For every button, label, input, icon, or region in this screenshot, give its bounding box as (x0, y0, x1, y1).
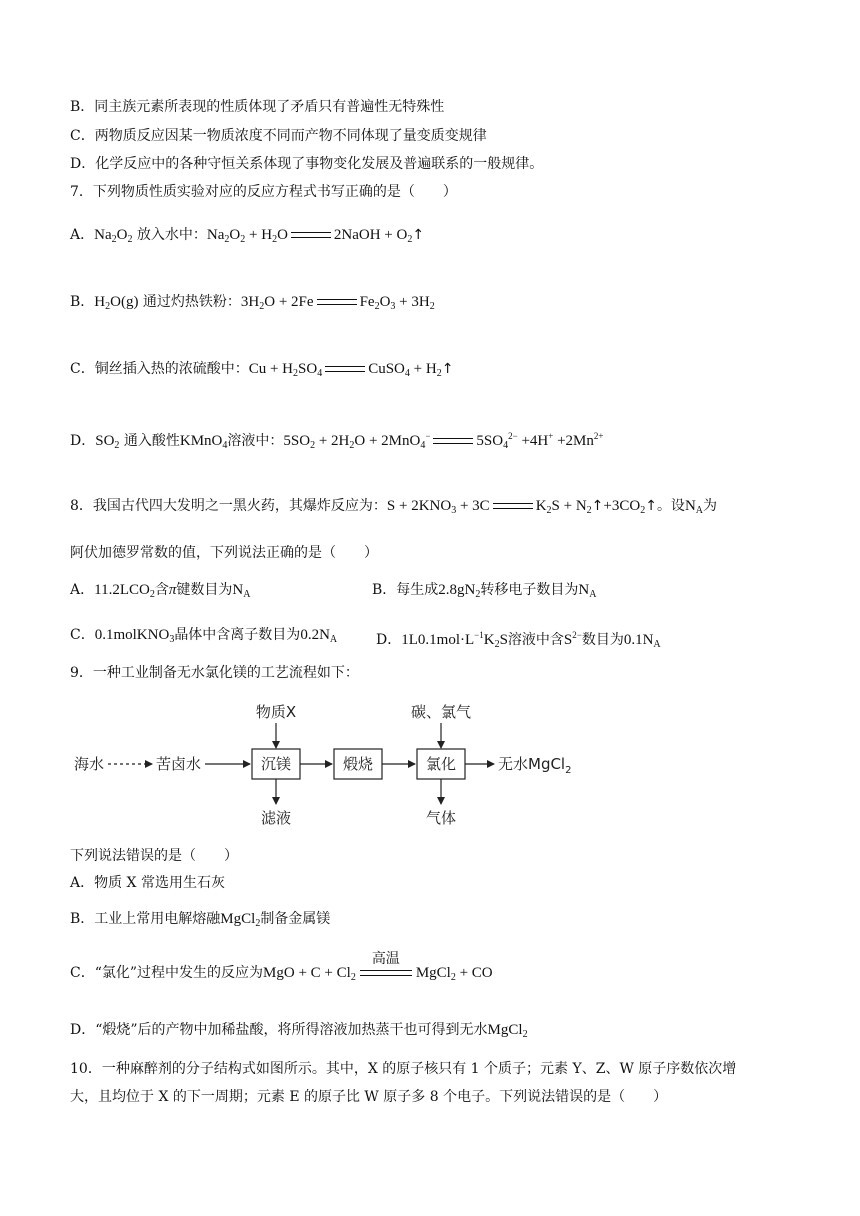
q7-option-d: D．$SO_2$ 通入酸性KMnO$_4$溶液中：$5SO_2 + 2H_2O + 2MnO_4^-$ $5SO_4^{2-} +4H^+ +2Mn^{2+}$ (70, 431, 604, 451)
q10-stem-line2: 大，且均位于 X 的下一周期；元素 E 的原子比 W 原子多 8 个电子。下列说法错误的是（ ） (70, 1089, 668, 1105)
q7-option-c: C．铜丝插入热的浓硫酸中：$Cu + H_2SO_4$ CuSO$_4$ + $H_2↑$ (70, 361, 454, 379)
flow-start-seawater: 海水 (74, 755, 105, 773)
q8-stem: 8．我国古代四大发明之一黑火药，其爆炸反应为：$S + 2KNO_3 + 3C$ $K_2S$ + $N_2↑+3CO_2↑$。设$N_A$为 (70, 498, 718, 516)
q6-option-b: B．同主族元素所表现的性质体现了矛盾只有普遍性无特殊性 (70, 99, 445, 115)
flow-box-precipitate-label: 沉镁 (260, 755, 292, 773)
q9-option-c: C．“氯化”过程中发生的反应为MgO + $C + Cl_2$ 高温 MgCl$_2$ + CO (70, 951, 493, 983)
q9-option-a: A．物质 X 常选用生石灰 (70, 875, 225, 891)
q7-stem: 7．下列物质性质实验对应的反应方程式书写正确的是（ ） (70, 184, 457, 200)
process-flow-diagram (60, 690, 620, 840)
flow-box-calcine-label: 煅烧 (342, 755, 374, 773)
q10-stem-line1: 10．一种麻醉剂的分子结构式如图所示。其中，X 的原子核只有 1 个质子；元素 Y、Z、W 原子序数依次增 (70, 1061, 737, 1077)
q8-option-a: A．$11.2LCO_2$含π键数目为$N_A$ (70, 582, 251, 600)
flow-input-carbon-chlorine: 碳、氯气 (410, 703, 472, 721)
q9-ask: 下列说法错误的是（ ） (70, 848, 238, 864)
flow-product: 无水MgCl$_2$ (498, 755, 572, 776)
q9-option-b: B．工业上常用电解熔融MgCl$_2$制备金属镁 (70, 911, 331, 929)
flow-step-brine: 苦卤水 (156, 755, 202, 773)
q6-option-c: C．两物质反应因某一物质浓度不同而产物不同体现了量变质变规律 (70, 128, 487, 144)
q9-option-d: D．“煅烧”后的产物中加稀盐酸，将所得溶液加热蒸干也可得到无水MgCl$_2$ (70, 1022, 528, 1040)
q8-option-c: C．0.1molKNO$_3$晶体中含离子数目为$0.2N_A$ (70, 627, 338, 645)
q6-option-d: D．化学反应中的各种守恒关系体现了事物变化发展及普遍联系的一般规律。 (70, 156, 544, 172)
q7-option-b: B．$H_2O(g)$ 通过灼热铁粉：$3H_2O + 2Fe$ $Fe_2O_3 + 3H_2$ (70, 294, 435, 312)
flow-box-chlorinate-label: 氯化 (425, 755, 457, 773)
q8-option-d: D．$1L0.1mol\cdot L^{-1}K_2S$溶液中含$S^{2-}$数目为$0.1N_A$ (376, 630, 661, 650)
q8-option-b: B．每生成$2.8gN_2$转移电子数目为$N_A$ (372, 582, 597, 600)
condition-high-temp: 高温 (371, 951, 400, 967)
q7-option-a: A．$Na_2O_2$ 放入水中：$Na_2O_2 + H_2O$ 2NaOH + $O_2↑$ (70, 227, 425, 245)
flow-output-filtrate: 滤液 (260, 809, 292, 827)
q9-stem: 9．一种工业制备无水氯化镁的工艺流程如下： (70, 665, 359, 681)
flow-output-gas: 气体 (425, 809, 457, 827)
q8-stem-line2: 阿伏加德罗常数的值，下列说法正确的是（ ） (70, 545, 378, 561)
flow-input-x: 物质X (255, 703, 297, 721)
